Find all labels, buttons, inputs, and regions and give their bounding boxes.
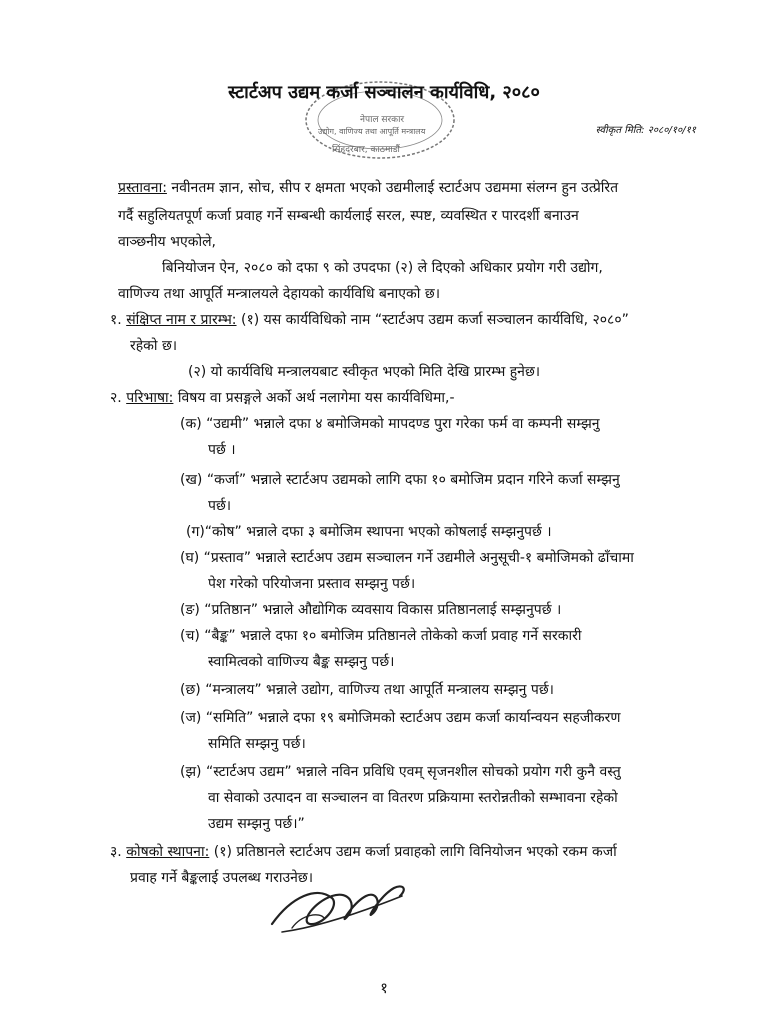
section-2-heading: परिभाषा: bbox=[126, 390, 174, 406]
preamble-line-2: गर्दै सहुलियतपूर्ण कर्जा प्रवाह गर्ने सम्बन्धी कार्यलाई सरल, स्पष्ट, व्यवस्थित र पारदर्शी बनाउन bbox=[118, 208, 579, 224]
preamble-label: प्रस्तावना: bbox=[118, 180, 167, 196]
definition-ga: (ग)“कोष” भन्नाले दफा ३ बमोजिम स्थापना भएको कोषलाई सम्झनुपर्छ । bbox=[186, 524, 552, 540]
definition-chha: (छ) “मन्त्रालय” भन्नाले उद्योग, वाणिज्य तथा आपूर्ति मन्त्रालय सम्झनु पर्छ। bbox=[180, 682, 554, 698]
document-title: स्टार्टअप उद्यम कर्जा सञ्चालन कार्यविधि, २०८० bbox=[228, 82, 540, 103]
definition-gha-line-2: पेश गरेको परियोजना प्रस्ताव सम्झनु पर्छ। bbox=[208, 576, 416, 592]
preamble-line-1: प्रस्तावना: नवीनतम ज्ञान, सोच, सीप र क्षमता भएको उद्यमीलाई स्टार्टअप उद्यममा संलग्न हुन उत्प्रेरित bbox=[118, 180, 619, 196]
definition-ka-line-1: (क) “उद्यमी” भन्नाले दफा ४ बमोजिमको मापदण्ड पुरा गरेका फर्म वा कम्पनी सम्झनु bbox=[180, 416, 600, 432]
definition-ka-line-2: पर्छ । bbox=[208, 442, 236, 458]
seal-text-1: नेपाल सरकार bbox=[360, 115, 405, 125]
definition-nga: (ङ) “प्रतिष्ठान” भन्नाले औद्योगिक व्यवसाय विकास प्रतिष्ठानलाई सम्झनुपर्छ । bbox=[180, 602, 562, 618]
handwritten-signature bbox=[262, 866, 422, 946]
definition-jha-line-3: उद्यम सम्झनु पर्छ।” bbox=[208, 816, 305, 832]
definition-kha-line-1: (ख) “कर्जा” भन्नाले स्टार्टअप उद्यमको लागि दफा १० बमोजिम प्रदान गरिने कर्जा सम्झनु bbox=[180, 472, 620, 488]
section-3-line-2: प्रवाह गर्ने बैङ्कलाई उपलब्ध गराउनेछ। bbox=[130, 870, 314, 886]
preamble-line-3: वाञ्छनीय भएकोले, bbox=[118, 234, 217, 250]
section-1-heading: संक्षिप्त नाम र प्रारम्भ: bbox=[126, 312, 237, 328]
definition-gha-line-1: (घ) “प्रस्ताव” भन्नाले स्टार्टअप उद्यम सञ्चालन गर्ने उद्यमीले अनुसूची-१ बमोजिमको ढाँचामा bbox=[180, 550, 634, 566]
preamble-line-4: बिनियोजन ऐन, २०८० को दफा ९ को उपदफा (२) ले दिएको अधिकार प्रयोग गरी उद्योग, bbox=[162, 260, 603, 276]
section-1-line-3: (२) यो कार्यविधि मन्त्रालयबाट स्वीकृत भएको मिति देखि प्रारम्भ हुनेछ। bbox=[188, 364, 541, 380]
definition-ja-line-1: (ज) “समिति” भन्नाले दफा १९ बमोजिमको स्टार्टअप उद्यम कर्जा कार्यान्वयन सहजीकरण bbox=[180, 710, 621, 726]
approval-date: स्वीकृत मिति: २०८०/१०/११ bbox=[595, 125, 696, 136]
section-3-heading: कोषको स्थापना: bbox=[126, 844, 210, 860]
seal-text-2: उद्योग, वाणिज्य तथा आपूर्ति मन्त्रालय bbox=[318, 127, 426, 136]
definition-cha-line-2: स्वामित्वको वाणिज्य बैङ्क सम्झनु पर्छ। bbox=[208, 654, 395, 670]
section-2-line-1: २. परिभाषा: विषय वा प्रसङ्गले अर्को अर्थ नलागेमा यस कार्यविधिमा,- bbox=[110, 390, 455, 406]
section-1-line-1: १. संक्षिप्त नाम र प्रारम्भ: (१) यस कार्यविधिको नाम “स्टार्टअप उद्यम कर्जा सञ्चालन कार्यविधि, २०८०” bbox=[110, 312, 629, 328]
preamble-line-5: वाणिज्य तथा आपूर्ति मन्त्रालयले देहायको कार्यविधि बनाएको छ। bbox=[118, 286, 441, 302]
definition-cha-line-1: (च) “बैङ्क” भन्नाले दफा १० बमोजिम प्रतिष्ठानले तोकेको कर्जा प्रवाह गर्ने सरकारी bbox=[180, 628, 582, 644]
seal-text-3: सिंहदरबार, काठमाडौं bbox=[332, 145, 400, 155]
definition-jha-line-2: वा सेवाको उत्पादन वा सञ्चालन वा वितरण प्रक्रियामा स्तरोन्नतीको सम्भावना रहेको bbox=[208, 790, 618, 806]
page-number: १ bbox=[380, 979, 388, 997]
definition-jha-line-1: (झ) “स्टार्टअप उद्यम” भन्नाले नविन प्रविधि एवम् सृजनशील सोचको प्रयोग गरी कुनै वस्तु bbox=[180, 764, 621, 780]
section-3-line-1: ३. कोषको स्थापना: (१) प्रतिष्ठानले स्टार्टअप उद्यम कर्जा प्रवाहको लागि विनियोजन भएको रकम कर्जा bbox=[110, 844, 617, 860]
section-1-line-2: रहेको छ। bbox=[130, 338, 178, 354]
definition-kha-line-2: पर्छ। bbox=[208, 498, 232, 514]
definition-ja-line-2: समिति सम्झनु पर्छ। bbox=[208, 736, 306, 752]
